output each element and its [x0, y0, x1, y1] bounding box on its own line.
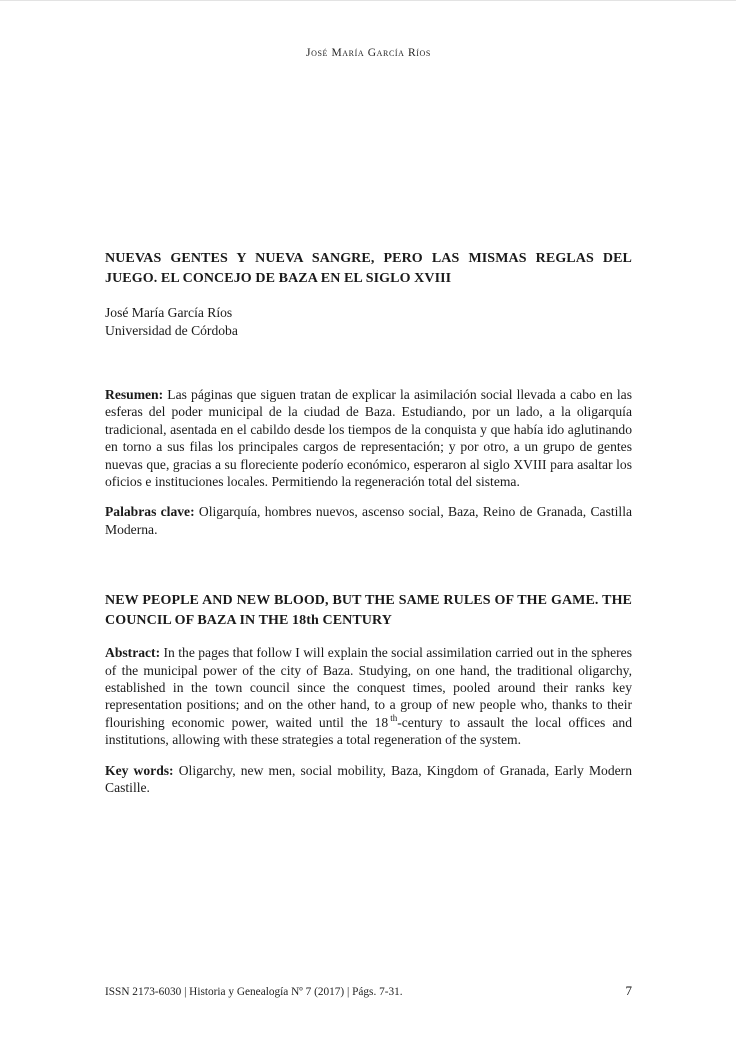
author-block — [105, 304, 632, 339]
footer-issn-citation: ISSN 2173-6030 | Historia y Genealogía Nº 7 (2017) | Págs. 7-31. — [105, 986, 403, 998]
abstract-text-after-superscript: -century to assault the local offices and institutions, allowing with these strategies a total regeneration of the system. — [105, 714, 632, 748]
article-title-spanish: NUEVAS GENTES Y NUEVA SANGRE, PERO LAS MISMAS REGLAS DEL JUEGO. EL CONCEJO DE BAZA EN EL SIGLO XVIII — [105, 251, 632, 286]
author-name: José María García Ríos — [105, 305, 233, 320]
key-words-label: Key words: — [105, 762, 174, 778]
key-words-text: Oligarchy, new men, social mobility, Baza, Kingdom of Granada, Early Modern Castille. — [105, 762, 632, 796]
page-number: 7 — [625, 983, 632, 998]
palabras-clave-text: Oligarquía, hombres nuevos, ascenso social, Baza, Reino de Granada, Castilla Moderna. — [105, 504, 633, 537]
article-content — [105, 1, 632, 797]
article-title-english: NEW PEOPLE AND NEW BLOOD, BUT THE SAME RULES OF THE GAME. THE COUNCIL OF BAZA IN THE 18th CENTURY — [105, 593, 632, 628]
ordinal-superscript: th — [390, 713, 398, 724]
page-footer — [105, 983, 632, 999]
running-header: José María García Ríos — [306, 47, 431, 59]
palabras-clave-label: Palabras clave: — [105, 504, 195, 520]
resumen-label: Resumen: — [105, 387, 164, 402]
resumen-paragraph — [105, 386, 632, 490]
palabras-clave-paragraph — [105, 503, 632, 538]
author-affiliation: Universidad de Córdoba — [105, 322, 238, 338]
abstract-text-before-superscript: In the pages that follow I will explain the social assimilation carried out in the spheres of the municipal power of the city of Baza. Studying, on one hand, the traditional oligarchy, established in the town council since the conquest times, pooled around their ranks key representation positions; and on the other hand, to a group of new people who, thanks to their flourishing economic power, waited until the 18 — [105, 645, 633, 730]
abstract-label: Abstract: — [105, 645, 161, 661]
abstract-paragraph — [105, 644, 632, 748]
resumen-text: Las páginas que siguen tratan de explicar la asimilación social llevada a cabo en las esferas del poder municipal de la ciudad de Baza. Estudiando, por un lado, a la oligarquía tradicional, asentada en el cabildo desde los tiempos de la conquista y que había ido aglutinando en torno a sus filas los principales cargos de representación; y por otro, a un grupo de gentes nuevas que, gracias a su floreciente poderío económico, esperaron al siglo XVIII para asaltar los oficios e instituciones locales. Permitiendo la regeneración total del sistema. — [105, 387, 632, 490]
key-words-paragraph — [105, 762, 632, 797]
